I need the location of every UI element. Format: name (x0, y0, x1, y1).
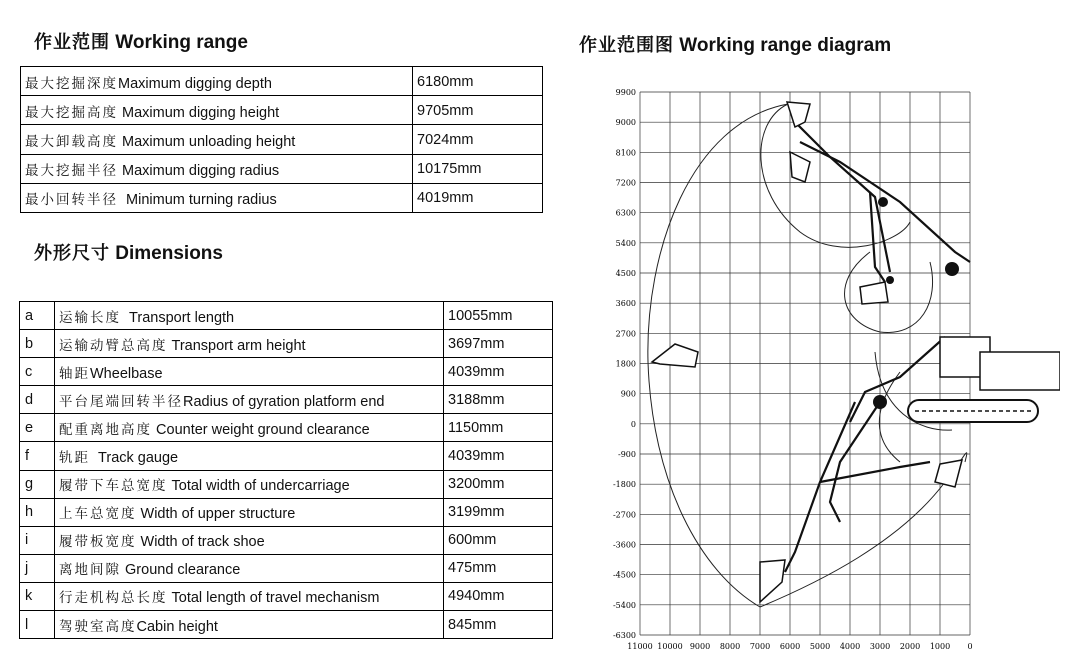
y-tick-label: 0 (630, 419, 636, 429)
range-label-cn: 最小回转半径 (25, 192, 118, 209)
dimension-letter: c (20, 358, 55, 386)
x-tick-label: 1000 (929, 642, 951, 651)
bucket-left (652, 344, 698, 367)
dimension-value: 845mm (444, 611, 553, 639)
dimension-label-en: Cabin height (136, 618, 218, 635)
dimension-label-cn: 平台尾端回转半径 (59, 393, 183, 410)
dimension-label-cn: 离地间隙 (59, 562, 121, 579)
dimension-label (55, 330, 444, 358)
dimension-row (20, 611, 553, 639)
dimension-row (20, 358, 553, 386)
dimension-label-en: Transport length (121, 309, 235, 326)
dimension-letter: i (20, 526, 55, 554)
y-tick-label: 1800 (615, 359, 636, 369)
dimension-label-cn: 履带板宽度 (59, 534, 137, 551)
y-tick-label: -1800 (612, 480, 636, 490)
bucket-upper-left (790, 152, 810, 182)
bucket-top (787, 102, 810, 127)
x-tick-label: 5000 (809, 642, 831, 651)
dimension-label-en: Wheelbase (90, 365, 163, 382)
dimensions-table (19, 301, 553, 639)
dimension-row (20, 582, 553, 610)
dimension-letter: j (20, 554, 55, 582)
dimension-value: 3697mm (444, 330, 553, 358)
x-tick-label: 11000 (627, 642, 653, 651)
range-row (21, 67, 543, 96)
y-tick-label: 9000 (615, 118, 636, 128)
dimension-value: 3200mm (444, 470, 553, 498)
y-tick-label: -4500 (612, 570, 636, 580)
y-tick-label: 900 (620, 389, 636, 399)
range-value: 10175mm (413, 154, 543, 183)
dimension-letter: e (20, 414, 55, 442)
dimension-label-cn: 驾驶室高度 (59, 618, 137, 635)
dimension-label (55, 554, 444, 582)
dimension-label (55, 442, 444, 470)
y-tick-label: -6300 (612, 631, 636, 640)
dimension-letter: k (20, 582, 55, 610)
range-label-cn: 最大挖掘深度 (25, 75, 118, 92)
range-label (21, 96, 413, 125)
bucket-bottom (760, 560, 785, 602)
bucket-right (935, 460, 962, 487)
y-tick-label: 7200 (615, 178, 636, 188)
y-tick-label: 8100 (615, 148, 636, 158)
dimension-label (55, 582, 444, 610)
x-tick-label: 3000 (869, 642, 891, 651)
x-tick-label: 2000 (899, 642, 921, 651)
range-row (21, 154, 543, 183)
dimension-label-en: Total width of undercarriage (167, 478, 350, 495)
diagram-y-axis-labels (613, 88, 636, 640)
dimension-label-cn: 轨距 (59, 450, 90, 467)
dimension-row (20, 442, 553, 470)
x-tick-label: 8000 (719, 642, 741, 651)
dimension-label-cn: 运输长度 (59, 309, 121, 326)
dimension-value: 1150mm (444, 414, 553, 442)
dimension-label-en: Width of track shoe (136, 534, 265, 551)
dimension-row (20, 330, 553, 358)
range-label-cn: 最大挖掘高度 (25, 104, 118, 121)
dimension-label-en: Transport arm height (167, 337, 306, 354)
range-label-cn: 最大卸载高度 (25, 133, 118, 150)
dimension-letter: l (20, 611, 55, 639)
dimension-label-en: Total length of travel mechanism (167, 590, 380, 607)
dimensions-heading (34, 239, 223, 265)
x-tick-label: 7000 (749, 642, 771, 651)
y-tick-label: 6300 (615, 208, 636, 218)
dimension-value: 3199mm (444, 498, 553, 526)
x-tick-label: 9000 (689, 642, 711, 651)
dimension-letter: a (20, 302, 55, 330)
diagram-heading (579, 31, 891, 57)
dimensions-heading-en: Dimensions (115, 243, 223, 264)
dimension-label-cn: 行走机构总长度 (59, 590, 168, 607)
dimension-value: 4039mm (444, 358, 553, 386)
dimension-letter: f (20, 442, 55, 470)
dimension-letter: h (20, 498, 55, 526)
y-tick-label: -2700 (612, 510, 636, 520)
range-value: 4019mm (413, 183, 543, 212)
dimension-label-en: Radius of gyration platform end (183, 393, 385, 410)
dimension-value: 4940mm (444, 582, 553, 610)
bucket-mid (860, 282, 888, 304)
diagram-heading-en: Working range diagram (679, 35, 892, 56)
range-label (21, 154, 413, 183)
range-value: 9705mm (413, 96, 543, 125)
y-tick-label: -5400 (612, 600, 636, 610)
range-row (21, 183, 543, 212)
dimension-label (55, 358, 444, 386)
y-tick-label: 2700 (615, 329, 636, 339)
x-tick-label: 10000 (657, 642, 683, 651)
y-tick-label: 3600 (615, 299, 636, 309)
range-label (21, 183, 413, 212)
dimension-row (20, 386, 553, 414)
dimension-value: 4039mm (444, 442, 553, 470)
x-tick-label: 4000 (839, 642, 861, 651)
working-range-diagram (600, 82, 1060, 657)
dimension-row (20, 526, 553, 554)
dimension-label-en: Width of upper structure (136, 506, 296, 523)
dimension-label-cn: 履带下车总宽度 (59, 478, 168, 495)
dimension-letter: g (20, 470, 55, 498)
range-label-en: Maximum digging depth (118, 75, 272, 92)
working-range-heading (34, 28, 248, 54)
upper-bucket-arc (761, 104, 910, 247)
dimension-row (20, 554, 553, 582)
dimension-row (20, 498, 553, 526)
dimension-label-en: Track gauge (90, 450, 179, 467)
dimension-value: 475mm (444, 554, 553, 582)
dimension-row (20, 414, 553, 442)
diagram-x-axis-labels (627, 642, 972, 651)
dimension-label-en: Counter weight ground clearance (152, 421, 370, 438)
dimension-value: 600mm (444, 526, 553, 554)
range-row (21, 125, 543, 154)
upper-structure (980, 352, 1060, 390)
diagram-heading-cn: 作业范围图 (579, 35, 674, 56)
dimension-label (55, 498, 444, 526)
y-tick-label: 4500 (615, 269, 636, 278)
range-label-en: Maximum digging height (118, 104, 280, 121)
y-tick-label: 9900 (615, 88, 636, 97)
lower-stick (830, 402, 880, 522)
dimension-letter: b (20, 330, 55, 358)
dimension-label (55, 526, 444, 554)
working-range-heading-en: Working range (115, 32, 248, 53)
y-tick-label: 5400 (615, 238, 636, 248)
upper-arm (795, 122, 890, 272)
dimension-row (20, 470, 553, 498)
working-range-heading-cn: 作业范围 (34, 32, 110, 53)
working-range-table (20, 66, 543, 213)
dimension-label-cn: 运输动臂总高度 (59, 337, 168, 354)
range-label-en: Minimum turning radius (118, 192, 277, 209)
dimension-label (55, 414, 444, 442)
dimension-label (55, 470, 444, 498)
range-label (21, 125, 413, 154)
dimensions-heading-cn: 外形尺寸 (34, 243, 110, 264)
dimension-label-en: Ground clearance (121, 562, 241, 579)
dimension-label-cn: 轴距 (59, 365, 90, 382)
dimension-row (20, 302, 553, 330)
bucket-drawings (652, 102, 962, 602)
x-tick-label: 0 (967, 642, 973, 651)
range-row (21, 96, 543, 125)
dimension-label (55, 611, 444, 639)
range-value: 6180mm (413, 67, 543, 96)
range-label-cn: 最大挖掘半径 (25, 163, 118, 180)
dimension-letter: d (20, 386, 55, 414)
dimension-label-cn: 上车总宽度 (59, 506, 137, 523)
range-label-en: Maximum unloading height (118, 133, 296, 150)
range-value: 7024mm (413, 125, 543, 154)
range-label (21, 67, 413, 96)
range-label-en: Maximum digging radius (118, 163, 280, 180)
y-tick-label: -900 (618, 450, 636, 459)
dimension-value: 10055mm (444, 302, 553, 330)
dimension-label (55, 302, 444, 330)
y-tick-label: -3600 (612, 540, 636, 550)
bottom-reach-curve (760, 453, 967, 607)
dimension-label (55, 386, 444, 414)
x-tick-label: 6000 (779, 642, 801, 651)
dimension-label-cn: 配重离地高度 (59, 421, 152, 438)
dimension-value: 3188mm (444, 386, 553, 414)
